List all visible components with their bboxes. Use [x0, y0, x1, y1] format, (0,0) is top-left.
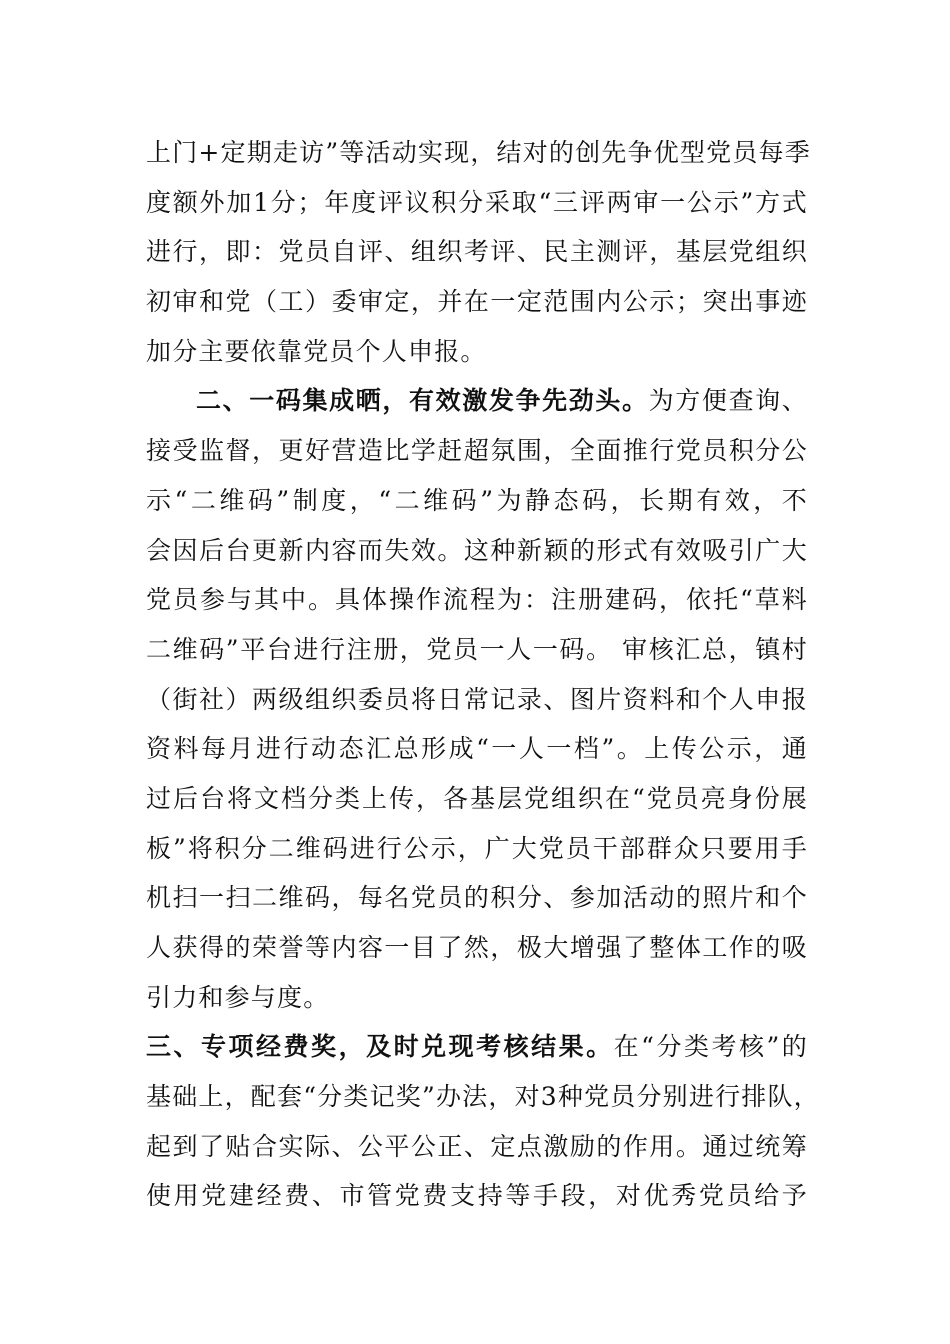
paragraph-line: 过后台将文档分类上传，各基层党组织在“党员亮身份展 — [146, 783, 808, 813]
paragraph-line: 机扫一扫二维码，每名党员的积分、参加活动的照片和个 — [146, 883, 808, 913]
paragraph-line: 接受监督，更好营造比学赶超氛围，全面推行党员积分公 — [146, 436, 808, 466]
paragraph-line: 引力和参与度。 — [146, 982, 330, 1012]
paragraph-line: 会因后台更新内容而失效。这种新颖的形式有效吸引广大 — [146, 535, 808, 565]
paragraph-line: 基础上，配套“分类记奖”办法，对3种党员分别进行排队， — [146, 1082, 820, 1112]
section-2-first-line — [146, 376, 808, 426]
paragraph-line: 人获得的荣誉等内容一目了然，极大增强了整体工作的吸 — [146, 933, 808, 962]
paragraph-line: 示“二维码”制度，“二维码”为静态码，长期有效，不 — [146, 485, 808, 515]
document-page — [146, 128, 820, 1221]
paragraph-line: 板”将积分二维码进行公示，广大党员干部群众只要用手 — [146, 833, 808, 863]
paragraph-line: 上门+定期走访”等活动实现，结对的创先争优型党员每季 — [146, 138, 811, 167]
section-3-first-line-text: 在“分类考核”的 — [613, 1032, 808, 1062]
paragraph-line: 进行，即：党员自评、组织考评、民主测评，基层党组织 — [146, 237, 808, 267]
paragraph-line: 二维码”平台进行注册，党员一人一码。 审核汇总，镇村 — [146, 634, 808, 664]
paragraph-line: 加分主要依靠党员个人申报。 — [146, 336, 487, 366]
section-3-first-line — [146, 1022, 808, 1072]
paragraph-line: 初审和党（工）委审定，并在一定范围内公示；突出事迹 — [146, 287, 808, 317]
paragraph-line: 使用党建经费、市管党费支持等手段，对优秀党员给予 — [146, 1181, 808, 1211]
paragraph-line: 起到了贴合实际、公平公正、定点激励的作用。通过统筹 — [146, 1131, 808, 1161]
section-3-heading: 三、专项经费奖，及时兑现考核结果。 — [146, 1032, 614, 1062]
paragraph-line: 资料每月进行动态汇总形成“一人一档”。上传公示，通 — [146, 734, 808, 764]
paragraph-line: 党员参与其中。具体操作流程为：注册建码，依托“草料 — [146, 585, 808, 615]
section-2-first-line-text: 为方便查询、 — [648, 386, 809, 416]
paragraph-line: 度额外加1分；年度评议积分采取“三评两审一公示”方式 — [146, 187, 808, 217]
paragraph-line: （街社）两级组织委员将日常记录、图片资料和个人申报 — [146, 684, 808, 714]
section-2-heading: 二、一码集成晒，有效激发争先劲头。 — [196, 386, 649, 416]
